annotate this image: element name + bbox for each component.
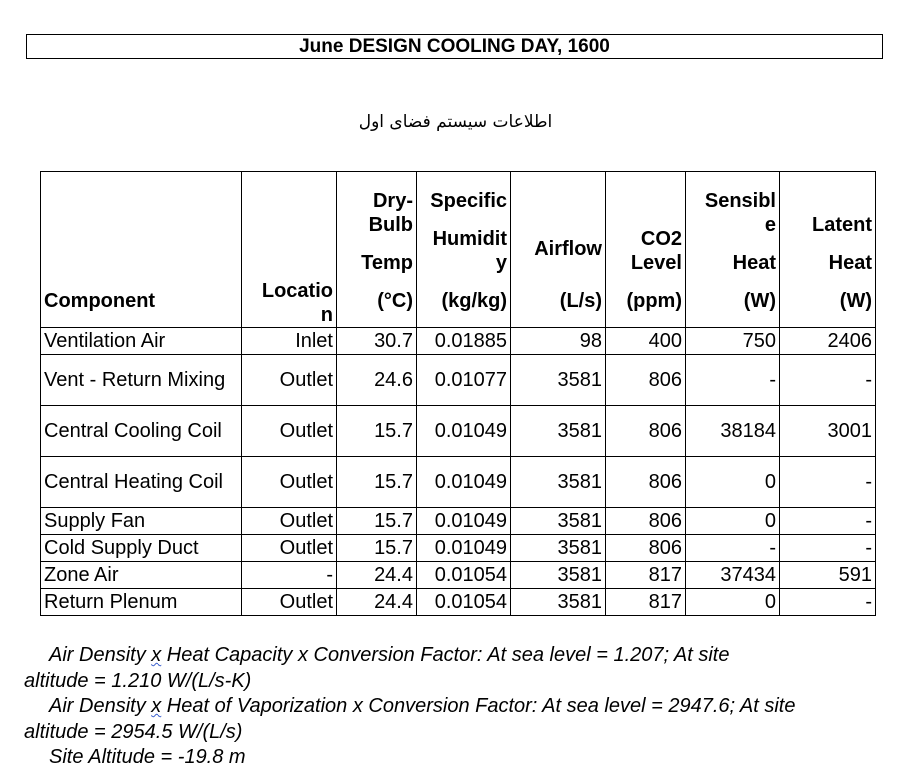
footnote-vaporization-cont — [24, 720, 894, 746]
cell-airflow: 3581 — [511, 406, 606, 457]
col-header-location — [242, 172, 337, 328]
cell-location: Outlet — [242, 355, 337, 406]
cell-humidity: 0.01049 — [417, 406, 511, 457]
cell-sensible: - — [686, 535, 780, 562]
cell-location: Inlet — [242, 328, 337, 355]
footnote-heat-capacity — [24, 643, 894, 669]
header-line: n — [320, 304, 333, 326]
cell-airflow: 3581 — [511, 562, 606, 589]
cell-latent: - — [780, 535, 876, 562]
cell-location: Outlet — [242, 535, 337, 562]
header-line: (kg/kg) — [441, 290, 507, 312]
cell-co2: 817 — [606, 589, 686, 616]
header-line: (°C) — [377, 290, 413, 312]
cell-airflow: 3581 — [511, 508, 606, 535]
report-title-text: June DESIGN COOLING DAY, 1600 — [299, 35, 610, 57]
table-row — [41, 562, 876, 589]
header-line: e — [764, 214, 776, 236]
footnote-site-altitude — [24, 745, 894, 771]
cell-component: Zone Air — [41, 562, 242, 589]
cell-sensible: 0 — [686, 508, 780, 535]
header-line: (W) — [839, 290, 872, 312]
cell-temp: 24.6 — [337, 355, 417, 406]
cell-humidity: 0.01885 — [417, 328, 511, 355]
col-header-sensible — [686, 172, 780, 328]
cell-sensible: 0 — [686, 589, 780, 616]
header-line: Specific — [430, 190, 507, 212]
cell-location: - — [242, 562, 337, 589]
cell-temp: 15.7 — [337, 535, 417, 562]
footnote-vaporization — [24, 694, 894, 720]
header-line: CO2 — [640, 228, 682, 250]
header-line: Temp — [361, 252, 413, 274]
header-line: Level — [630, 252, 682, 274]
cell-temp: 24.4 — [337, 589, 417, 616]
cell-airflow: 3581 — [511, 589, 606, 616]
cell-co2: 806 — [606, 535, 686, 562]
cell-latent: - — [780, 355, 876, 406]
cell-latent: - — [780, 508, 876, 535]
cell-temp: 15.7 — [337, 457, 417, 508]
col-header-airflow — [511, 172, 606, 328]
cell-sensible: 38184 — [686, 406, 780, 457]
header-line: Heat — [732, 252, 776, 274]
header-line: Component — [44, 290, 156, 312]
cell-humidity: 0.01049 — [417, 535, 511, 562]
cell-component: Cold Supply Duct — [41, 535, 242, 562]
footnote-text: altitude = 1.210 W/(L/s-K) — [24, 669, 252, 692]
cell-location: Outlet — [242, 457, 337, 508]
cell-latent: 591 — [780, 562, 876, 589]
header-line: (W) — [743, 290, 776, 312]
cell-location: Outlet — [242, 589, 337, 616]
header-line: Dry- — [372, 190, 413, 212]
cell-humidity: 0.01049 — [417, 508, 511, 535]
table-header-row — [41, 172, 876, 328]
header-line: Humidit — [432, 228, 507, 250]
cell-humidity: 0.01054 — [417, 562, 511, 589]
cell-component: Return Plenum — [41, 589, 242, 616]
table-row — [41, 406, 876, 457]
cooling-data-table — [40, 171, 876, 616]
col-header-latent — [780, 172, 876, 328]
system-subtitle — [0, 112, 907, 132]
cell-co2: 806 — [606, 406, 686, 457]
table-row — [41, 508, 876, 535]
cell-location: Outlet — [242, 508, 337, 535]
footnote-text: Air Density — [49, 644, 152, 666]
col-header-component — [41, 172, 242, 328]
cell-latent: - — [780, 457, 876, 508]
cell-co2: 400 — [606, 328, 686, 355]
cell-sensible: - — [686, 355, 780, 406]
header-line: Heat — [828, 252, 872, 274]
cell-component: Vent - Return Mixing — [41, 355, 242, 406]
cell-temp: 15.7 — [337, 406, 417, 457]
cell-co2: 817 — [606, 562, 686, 589]
col-header-humidity — [417, 172, 511, 328]
table-row — [41, 328, 876, 355]
cell-humidity: 0.01049 — [417, 457, 511, 508]
cell-component: Central Heating Coil — [41, 457, 242, 508]
header-line: (ppm) — [626, 290, 682, 312]
cell-latent: 2406 — [780, 328, 876, 355]
cell-component: Ventilation Air — [41, 328, 242, 355]
footnote-text: Air Density — [49, 695, 152, 717]
cell-temp: 30.7 — [337, 328, 417, 355]
col-header-temp — [337, 172, 417, 328]
cell-airflow: 3581 — [511, 457, 606, 508]
cell-component: Supply Fan — [41, 508, 242, 535]
footnote-text: altitude = 2954.5 W/(L/s) — [24, 720, 243, 743]
header-line: (L/s) — [559, 290, 602, 312]
system-subtitle-text: اطلاعات سیستم فضای اول — [358, 112, 553, 132]
cell-humidity: 0.01077 — [417, 355, 511, 406]
footnote-text: Site Altitude = -19.8 m — [49, 746, 246, 768]
footnote-text: Heat Capacity x Conversion Factor: At sea level = 1.207; At site — [161, 644, 730, 666]
cell-sensible: 0 — [686, 457, 780, 508]
cell-location: Outlet — [242, 406, 337, 457]
cell-latent: - — [780, 589, 876, 616]
cell-co2: 806 — [606, 355, 686, 406]
header-line: y — [495, 252, 507, 274]
cell-airflow: 3581 — [511, 535, 606, 562]
cell-temp: 24.4 — [337, 562, 417, 589]
table-row — [41, 355, 876, 406]
header-line: Airflow — [534, 238, 602, 260]
cell-latent: 3001 — [780, 406, 876, 457]
table-row — [41, 457, 876, 508]
cell-airflow: 3581 — [511, 355, 606, 406]
table-row — [41, 535, 876, 562]
cell-temp: 15.7 — [337, 508, 417, 535]
footnotes — [24, 643, 894, 771]
header-line: Sensibl — [704, 190, 776, 212]
cell-co2: 806 — [606, 508, 686, 535]
spellcheck-mark: x — [151, 695, 162, 717]
header-line: Bulb — [368, 214, 413, 236]
cell-humidity: 0.01054 — [417, 589, 511, 616]
header-line: Locatio — [261, 280, 333, 302]
header-line: Latent — [812, 214, 872, 236]
report-title — [26, 34, 883, 59]
table-row — [41, 589, 876, 616]
cell-airflow: 98 — [511, 328, 606, 355]
spellcheck-mark: x — [151, 644, 162, 666]
cell-co2: 806 — [606, 457, 686, 508]
cell-sensible: 37434 — [686, 562, 780, 589]
footnote-heat-capacity-cont — [24, 669, 894, 695]
col-header-co2 — [606, 172, 686, 328]
cell-component: Central Cooling Coil — [41, 406, 242, 457]
footnote-text: Heat of Vaporization x Conversion Factor: At sea level = 2947.6; At site — [161, 695, 796, 717]
cell-sensible: 750 — [686, 328, 780, 355]
